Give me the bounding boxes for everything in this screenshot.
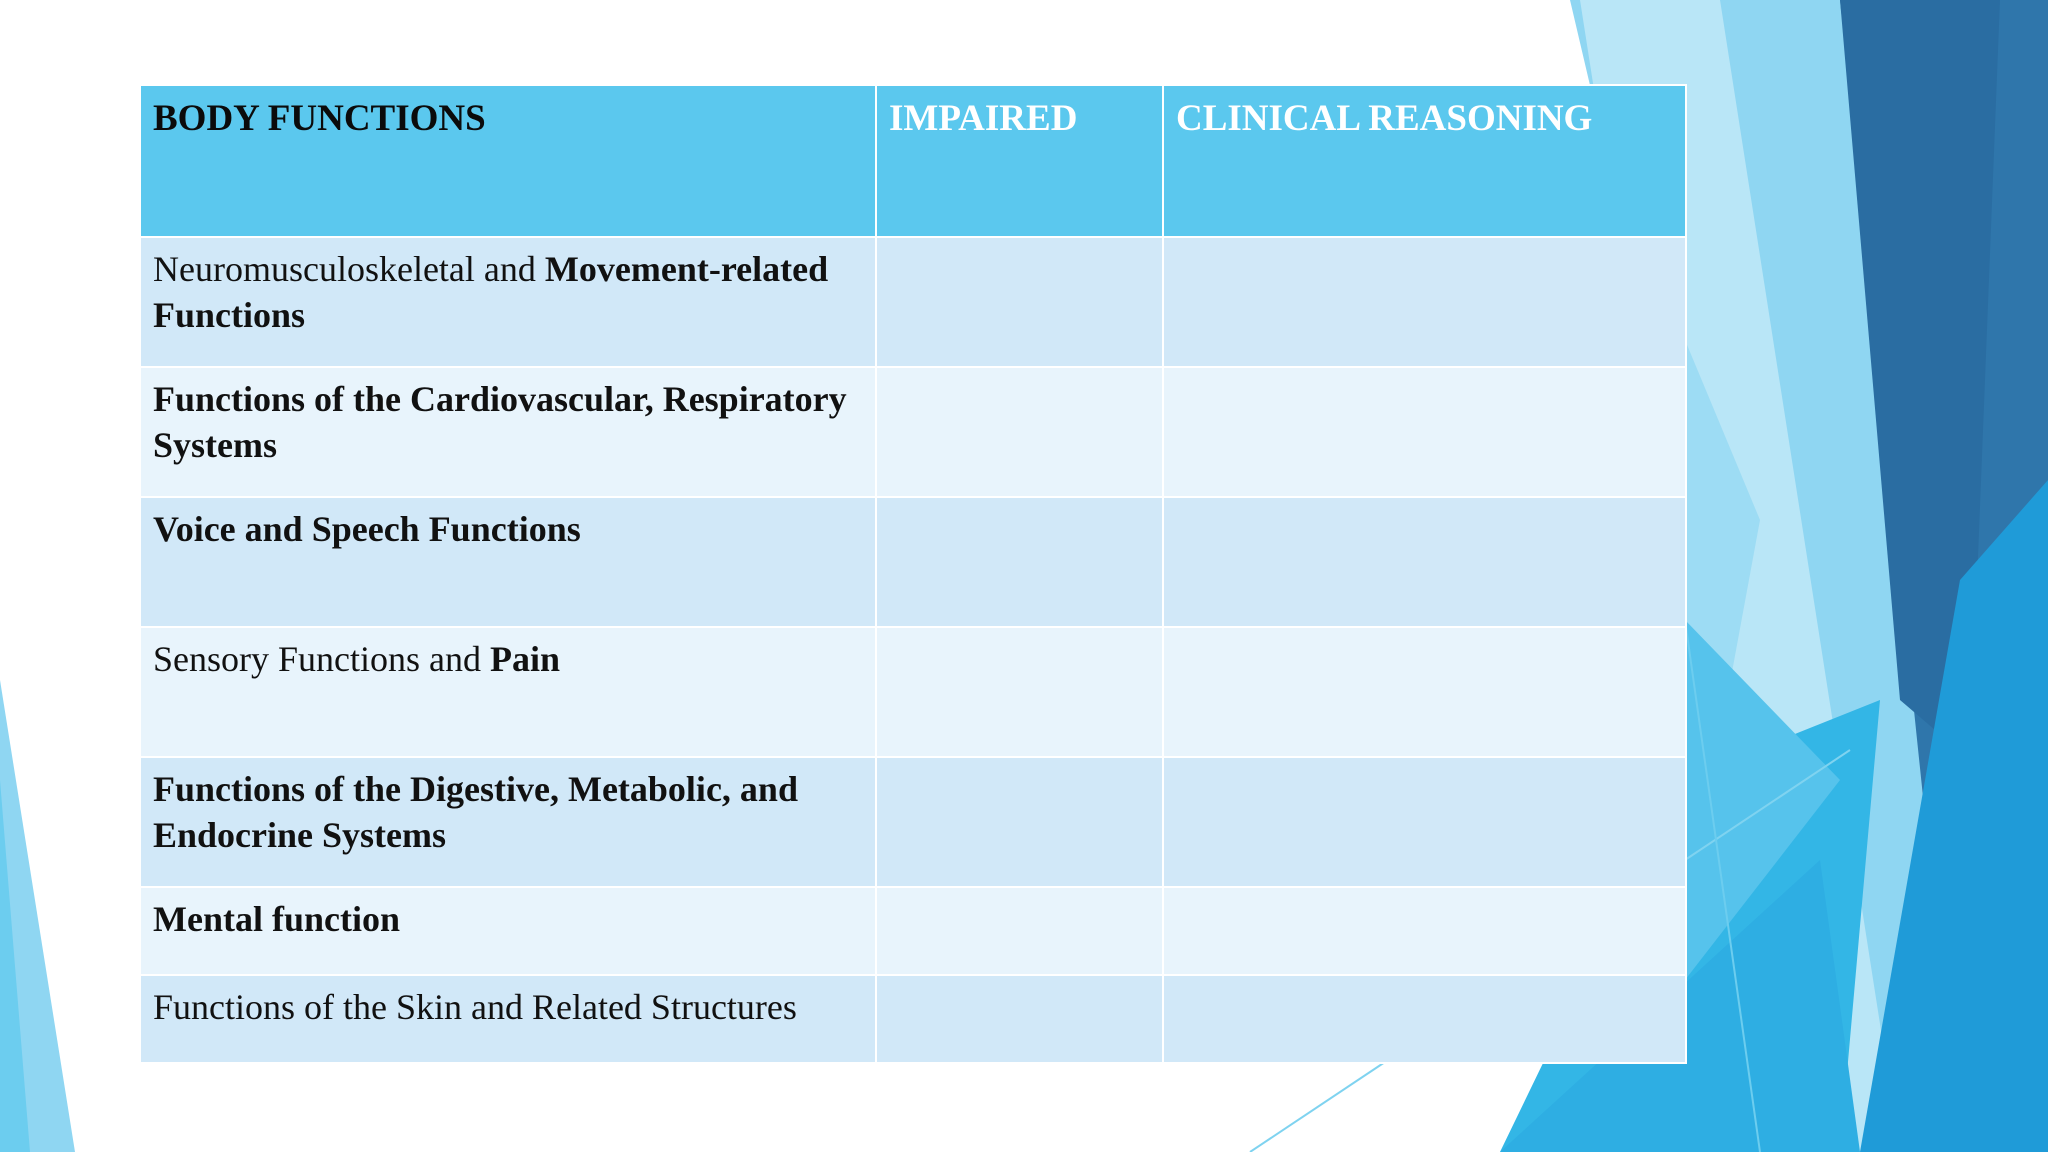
body-function-bold-text: Functions of the Digestive, Metabolic, and Endocrine Systems — [153, 769, 798, 855]
clinical-reasoning-cell[interactable] — [1163, 627, 1686, 757]
header-clinical-reasoning: CLINICAL REASONING — [1163, 85, 1686, 237]
impaired-cell[interactable] — [876, 975, 1163, 1063]
table-row — [140, 887, 1686, 975]
clinical-reasoning-cell[interactable] — [1163, 497, 1686, 627]
body-function-bold-text: Pain — [490, 639, 561, 679]
impaired-cell[interactable] — [876, 757, 1163, 887]
body-functions-table-container — [139, 84, 1685, 1062]
impaired-cell[interactable] — [876, 237, 1163, 367]
body-function-bold-text: Movement-related Functions — [153, 249, 829, 335]
body-function-cell — [140, 887, 876, 975]
body-function-cell — [140, 975, 876, 1063]
header-impaired: IMPAIRED — [876, 85, 1163, 237]
clinical-reasoning-cell[interactable] — [1163, 757, 1686, 887]
impaired-cell[interactable] — [876, 497, 1163, 627]
clinical-reasoning-cell[interactable] — [1163, 237, 1686, 367]
body-function-bold-text: Functions of the Cardiovascular, Respiratory Systems — [153, 379, 847, 465]
body-function-cell — [140, 367, 876, 497]
bg-line-2 — [1250, 1062, 1385, 1152]
body-function-bold-text: Voice and Speech Functions — [153, 509, 581, 549]
table-header-row — [140, 85, 1686, 237]
body-function-text: Functions of the Skin and Related Structures — [153, 987, 797, 1027]
impaired-cell[interactable] — [876, 627, 1163, 757]
table-row — [140, 237, 1686, 367]
table-row — [140, 757, 1686, 887]
table-row — [140, 975, 1686, 1063]
impaired-cell[interactable] — [876, 887, 1163, 975]
body-function-text: Neuromusculoskeletal and — [153, 249, 545, 289]
table-row — [140, 627, 1686, 757]
impaired-cell[interactable] — [876, 367, 1163, 497]
body-function-cell — [140, 497, 876, 627]
header-body-functions: BODY FUNCTIONS — [140, 85, 876, 237]
clinical-reasoning-cell[interactable] — [1163, 975, 1686, 1063]
body-function-cell — [140, 757, 876, 887]
body-function-cell — [140, 627, 876, 757]
clinical-reasoning-cell[interactable] — [1163, 367, 1686, 497]
body-function-bold-text: Mental function — [153, 899, 400, 939]
body-function-text: Sensory Functions and — [153, 639, 490, 679]
body-function-cell — [140, 237, 876, 367]
clinical-reasoning-cell[interactable] — [1163, 887, 1686, 975]
table-row — [140, 497, 1686, 627]
body-functions-table — [139, 84, 1687, 1064]
table-row — [140, 367, 1686, 497]
